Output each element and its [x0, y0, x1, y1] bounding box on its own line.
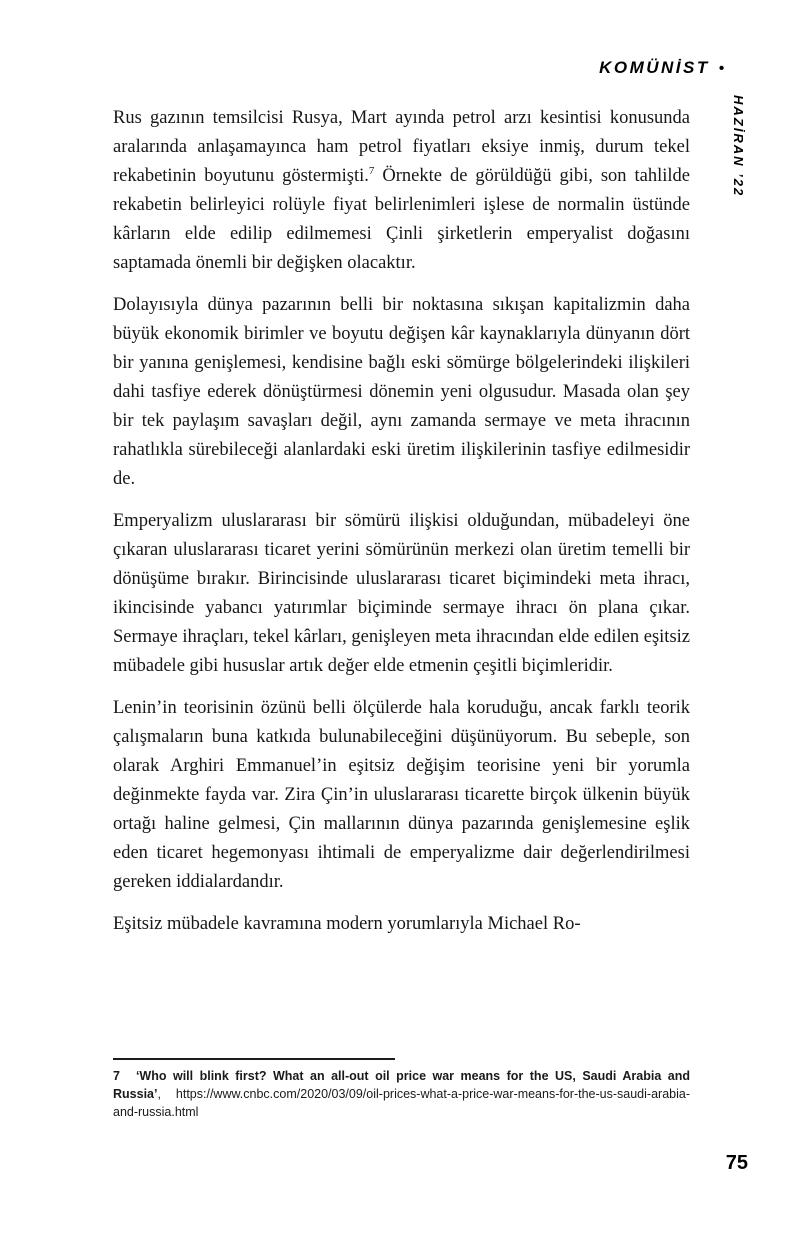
footnote-reference: 7: [368, 164, 375, 177]
footnote-url: , https://www.cnbc.com/2020/03/09/oil-prices-what-a-price-war-means-for-the-us-saudi-arabia-and-russia.html: [113, 1087, 690, 1119]
footnote: [113, 1067, 690, 1121]
page-header: [599, 58, 724, 78]
paragraph-text: Rus gazının temsilcisi Rusya, Mart ayında petrol arzı kesintisi konusunda aralarında anlaşamayınca ham petrol fiyatları eksiye inmiş, durum tekel rekabetinin boyutunu göstermişti.: [113, 108, 690, 186]
bullet-icon: •: [718, 60, 724, 77]
footnote-title: ‘Who will blink first? What an all-out oil price war means for the US, Saudi Arabia and Russia’: [113, 1069, 690, 1101]
paragraph-text: Örnekte de görüldüğü gibi, son tahlilde rekabetin belirleyici rolüyle fiyat belirlenimleri işlese de normalin üstünde kârların elde edilip edilmemesi Çinli şirketlerin emperyalist doğasını saptamada önemli bir değişken olacaktır.: [113, 166, 690, 273]
paragraph-1: [113, 104, 690, 278]
footnote-divider: [113, 1058, 395, 1060]
article-body: [113, 104, 690, 939]
paragraph-4: Lenin’in teorisinin özünü belli ölçülerde hala koruduğu, ancak farklı teorik çalışmaların buna katkıda bulunabileceğini düşünüyorum. Bu sebeple, son olarak Arghiri Emmanuel’in eşitsiz değişim teorisine yeni bir yorumla değinmekte fayda var. Zira Çin’in uluslararası ticarette birçok ülkenin büyük ortağı haline gelmesi, Çin mallarının dünya pazarında genişlemesine eşlik eden ticaret hegemonyası ihtimali de emperyalizme dair değerlendirilmesi gereken iddialardandır.: [113, 698, 690, 892]
paragraph-3: Emperyalizm uluslararası bir sömürü ilişkisi olduğundan, mübadeleyi öne çıkaran uluslararası ticaret yerini sömürünün merkezi olan üretim temelli bir dönüşüme bırakır. Birincisinde uluslararası ticaret biçimindeki meta ihracı, ikincisinde yabancı yatırımlar biçiminde sermaye ihracı ön plana çıkar. Sermaye ihraçları, tekel kârları, genişleyen meta ihracından elde edilen eşitsiz mübadele gibi hususlar artık değer elde etmenin çeşitli biçimleridir.: [113, 511, 690, 676]
page-number: 75: [725, 1152, 748, 1174]
magazine-title: KOMÜNİST: [599, 58, 710, 77]
paragraph-5: Eşitsiz mübadele kavramına modern yorumlarıyla Michael Ro-: [113, 914, 581, 934]
footnote-section: [113, 1058, 690, 1121]
paragraph-2: Dolayısıyla dünya pazarının belli bir noktasına sıkışan kapitalizmin daha büyük ekonomik birimler ve boyutu değişen kâr kaynaklarıyla dünyanın dört bir yanına genişlemesi, kendisine bağlı eski sömürge bölgelerindeki ilişkileri dahi tasfiye ederek dönüştürmesi dönemin yeni olgusudur. Masada olan şey bir tek paylaşım savaşları değil, aynı zamanda sermaye ve meta ihracının rahatlıkla sürebileceği alanlardaki eski üretim ilişkilerinin tasfiye edilmesidir de.: [113, 295, 690, 489]
footnote-number: 7: [113, 1069, 120, 1083]
issue-date-vertical: HAZİRAN ’22: [731, 95, 746, 198]
